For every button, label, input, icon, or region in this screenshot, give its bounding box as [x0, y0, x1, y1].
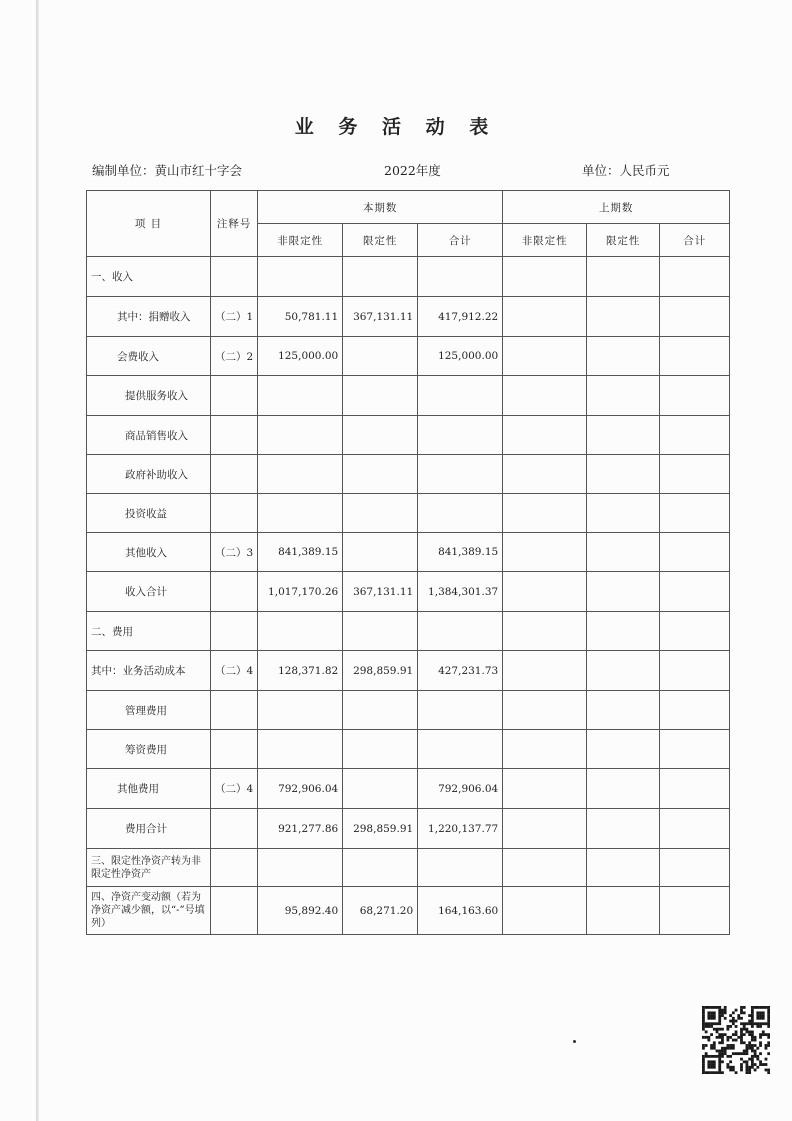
current-unrestricted-cell	[258, 376, 343, 416]
current-restricted-cell	[343, 849, 418, 887]
table-row	[87, 416, 730, 455]
row-note	[211, 494, 258, 533]
previous-total-cell	[660, 809, 730, 849]
row-note: （二）1	[211, 297, 258, 337]
current-total-cell: 125,000.00	[418, 337, 503, 376]
previous-unrestricted-cell	[503, 691, 587, 730]
previous-restricted-cell	[587, 651, 660, 691]
current-unrestricted-cell: 792,906.04	[258, 769, 343, 809]
header-current-period: 本期数	[258, 191, 503, 224]
current-unrestricted-cell	[258, 416, 343, 455]
row-label: 一、收入	[87, 257, 211, 297]
previous-unrestricted-cell	[503, 297, 587, 337]
previous-restricted-cell	[587, 533, 660, 572]
current-total-cell	[418, 416, 503, 455]
current-restricted-cell	[343, 337, 418, 376]
row-label: 筹资费用	[87, 730, 211, 769]
current-restricted-cell	[343, 612, 418, 651]
current-total-cell	[418, 849, 503, 887]
current-unrestricted-cell	[258, 494, 343, 533]
table-row	[87, 494, 730, 533]
previous-total-cell	[660, 257, 730, 297]
header-current-unrestricted: 非限定性	[258, 224, 343, 257]
current-restricted-cell: 298,859.91	[343, 651, 418, 691]
previous-total-cell	[660, 572, 730, 612]
fiscal-year: 2022年度	[384, 163, 441, 178]
previous-restricted-cell	[587, 612, 660, 651]
previous-total-cell	[660, 416, 730, 455]
table-row	[87, 691, 730, 730]
previous-total-cell	[660, 612, 730, 651]
current-restricted-cell	[343, 533, 418, 572]
previous-restricted-cell	[587, 730, 660, 769]
previous-unrestricted-cell	[503, 376, 587, 416]
previous-unrestricted-cell	[503, 849, 587, 887]
activity-table	[86, 190, 730, 935]
currency-unit: 单位：人民币元	[582, 163, 670, 178]
row-label: 四、净资产变动额（若为净资产减少额，以“-”号填列）	[87, 887, 211, 935]
header-current-total: 合计	[418, 224, 503, 257]
current-total-cell: 792,906.04	[418, 769, 503, 809]
current-restricted-cell	[343, 416, 418, 455]
row-label: 收入合计	[87, 572, 211, 612]
row-label: 会费收入	[87, 337, 211, 376]
scan-edge	[36, 0, 39, 1121]
previous-restricted-cell	[587, 337, 660, 376]
header-item: 项 目	[87, 191, 211, 257]
row-note	[211, 257, 258, 297]
row-label: 其中：业务活动成本	[87, 651, 211, 691]
current-total-cell: 164,163.60	[418, 887, 503, 935]
row-note	[211, 730, 258, 769]
previous-unrestricted-cell	[503, 730, 587, 769]
row-label: 二、费用	[87, 612, 211, 651]
previous-restricted-cell	[587, 691, 660, 730]
row-label: 管理费用	[87, 691, 211, 730]
table-row	[87, 455, 730, 494]
scan-speck	[573, 1040, 576, 1043]
row-label: 其他费用	[87, 769, 211, 809]
previous-total-cell	[660, 494, 730, 533]
header-previous-unrestricted: 非限定性	[503, 224, 587, 257]
previous-unrestricted-cell	[503, 416, 587, 455]
current-unrestricted-cell: 128,371.82	[258, 651, 343, 691]
table-row	[87, 849, 730, 887]
row-label: 提供服务收入	[87, 376, 211, 416]
table-row	[87, 612, 730, 651]
current-unrestricted-cell	[258, 257, 343, 297]
table-row	[87, 337, 730, 376]
previous-unrestricted-cell	[503, 257, 587, 297]
table-row	[87, 651, 730, 691]
row-note	[211, 887, 258, 935]
current-unrestricted-cell	[258, 849, 343, 887]
previous-restricted-cell	[587, 887, 660, 935]
row-label: 三、限定性净资产转为非限定性净资产	[87, 849, 211, 887]
current-total-cell	[418, 455, 503, 494]
previous-restricted-cell	[587, 572, 660, 612]
previous-unrestricted-cell	[503, 337, 587, 376]
previous-restricted-cell	[587, 849, 660, 887]
current-restricted-cell	[343, 494, 418, 533]
page-title: 业 务 活 动 表	[294, 116, 498, 138]
row-note	[211, 376, 258, 416]
current-total-cell	[418, 612, 503, 651]
current-total-cell	[418, 494, 503, 533]
previous-unrestricted-cell	[503, 887, 587, 935]
previous-restricted-cell	[587, 297, 660, 337]
current-restricted-cell	[343, 691, 418, 730]
current-unrestricted-cell: 50,781.11	[258, 297, 343, 337]
previous-total-cell	[660, 337, 730, 376]
row-note: （二）4	[211, 769, 258, 809]
row-note: （二）2	[211, 337, 258, 376]
current-total-cell: 841,389.15	[418, 533, 503, 572]
previous-unrestricted-cell	[503, 572, 587, 612]
previous-total-cell	[660, 376, 730, 416]
current-total-cell: 417,912.22	[418, 297, 503, 337]
row-note	[211, 612, 258, 651]
previous-restricted-cell	[587, 769, 660, 809]
header-previous-period: 上期数	[503, 191, 730, 224]
header-previous-restricted: 限定性	[587, 224, 660, 257]
previous-restricted-cell	[587, 257, 660, 297]
current-restricted-cell	[343, 455, 418, 494]
current-total-cell: 427,231.73	[418, 651, 503, 691]
previous-total-cell	[660, 730, 730, 769]
row-note: （二）4	[211, 651, 258, 691]
current-restricted-cell	[343, 769, 418, 809]
row-label: 投资收益	[87, 494, 211, 533]
row-note	[211, 455, 258, 494]
row-label: 政府补助收入	[87, 455, 211, 494]
row-note	[211, 809, 258, 849]
table-row	[87, 809, 730, 849]
previous-unrestricted-cell	[503, 809, 587, 849]
row-note	[211, 691, 258, 730]
current-restricted-cell: 367,131.11	[343, 572, 418, 612]
previous-total-cell	[660, 691, 730, 730]
previous-restricted-cell	[587, 494, 660, 533]
current-total-cell	[418, 376, 503, 416]
previous-total-cell	[660, 455, 730, 494]
row-note	[211, 416, 258, 455]
current-unrestricted-cell	[258, 730, 343, 769]
previous-total-cell	[660, 533, 730, 572]
row-label: 费用合计	[87, 809, 211, 849]
table-row	[87, 730, 730, 769]
current-restricted-cell	[343, 376, 418, 416]
previous-unrestricted-cell	[503, 612, 587, 651]
current-unrestricted-cell	[258, 455, 343, 494]
previous-unrestricted-cell	[503, 494, 587, 533]
row-label: 其他收入	[87, 533, 211, 572]
current-restricted-cell	[343, 730, 418, 769]
current-total-cell: 1,220,137.77	[418, 809, 503, 849]
current-restricted-cell	[343, 257, 418, 297]
current-unrestricted-cell	[258, 612, 343, 651]
table-row	[87, 769, 730, 809]
previous-total-cell	[660, 651, 730, 691]
previous-restricted-cell	[587, 809, 660, 849]
previous-restricted-cell	[587, 416, 660, 455]
current-restricted-cell: 367,131.11	[343, 297, 418, 337]
current-unrestricted-cell	[258, 691, 343, 730]
row-note	[211, 849, 258, 887]
table-row	[87, 376, 730, 416]
row-note: （二）3	[211, 533, 258, 572]
previous-unrestricted-cell	[503, 533, 587, 572]
table-row	[87, 257, 730, 297]
header-note: 注释号	[211, 191, 258, 257]
previous-unrestricted-cell	[503, 455, 587, 494]
current-unrestricted-cell: 841,389.15	[258, 533, 343, 572]
current-unrestricted-cell: 95,892.40	[258, 887, 343, 935]
current-unrestricted-cell: 921,277.86	[258, 809, 343, 849]
previous-restricted-cell	[587, 376, 660, 416]
current-restricted-cell: 68,271.20	[343, 887, 418, 935]
previous-total-cell	[660, 887, 730, 935]
previous-unrestricted-cell	[503, 651, 587, 691]
table-row	[87, 572, 730, 612]
row-label: 其中：捐赠收入	[87, 297, 211, 337]
current-total-cell	[418, 691, 503, 730]
previous-unrestricted-cell	[503, 769, 587, 809]
current-unrestricted-cell: 1,017,170.26	[258, 572, 343, 612]
current-total-cell	[418, 730, 503, 769]
previous-total-cell	[660, 297, 730, 337]
row-label: 商品销售收入	[87, 416, 211, 455]
compiling-unit: 编制单位：黄山市红十字会	[92, 163, 243, 178]
previous-total-cell	[660, 849, 730, 887]
header-current-restricted: 限定性	[343, 224, 418, 257]
current-total-cell	[418, 257, 503, 297]
current-total-cell: 1,384,301.37	[418, 572, 503, 612]
table-row	[87, 297, 730, 337]
current-restricted-cell: 298,859.91	[343, 809, 418, 849]
qr-code	[702, 1006, 770, 1074]
previous-total-cell	[660, 769, 730, 809]
row-note	[211, 572, 258, 612]
table-row	[87, 887, 730, 935]
previous-restricted-cell	[587, 455, 660, 494]
table-row	[87, 533, 730, 572]
header-previous-total: 合计	[660, 224, 730, 257]
current-unrestricted-cell: 125,000.00	[258, 337, 343, 376]
